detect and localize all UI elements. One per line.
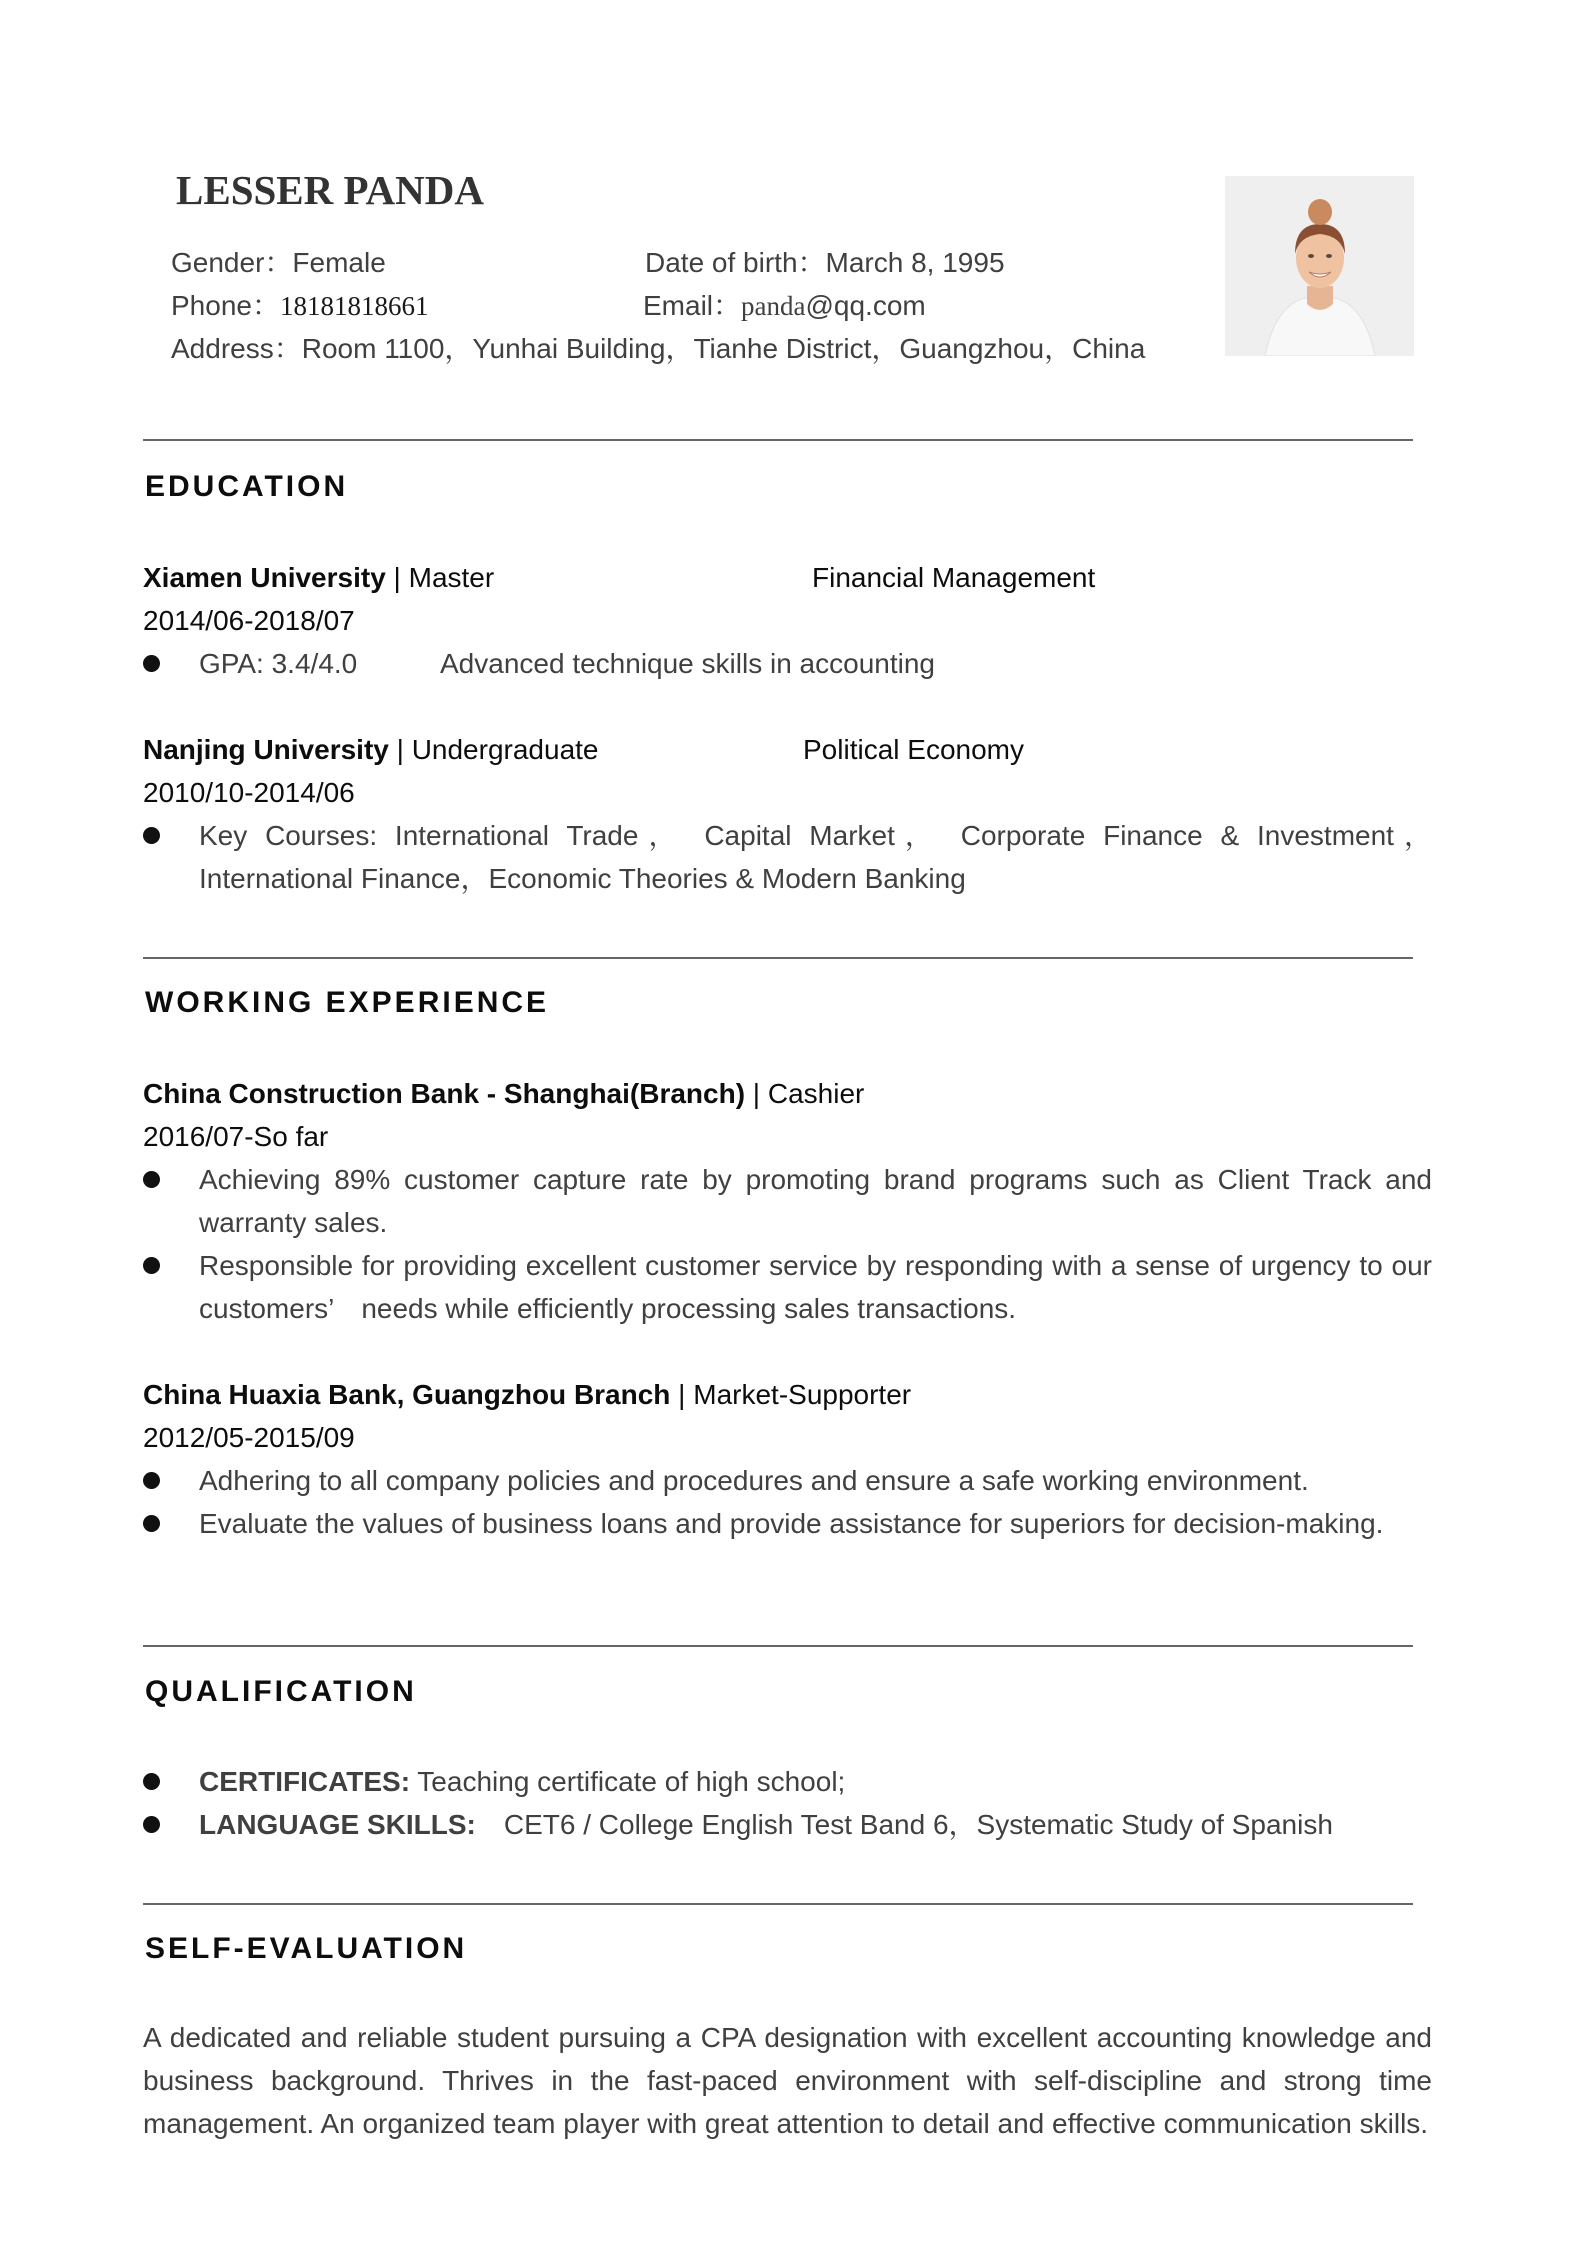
- qualification-text: CET6 / College English Test Band 6，Systematic Study of Spanish: [475, 1809, 1333, 1840]
- phone-value: 18181818661: [279, 291, 429, 321]
- education-bullet-courses-line1: Key Courses: International Trade， Capital Market， Corporate Finance & Investment，: [199, 820, 1432, 851]
- degree: Master: [408, 562, 495, 593]
- dob-label: Date of birth：: [645, 247, 826, 278]
- address-value: Room 1100，Yunhai Building，Tianhe District，Guangzhou，China: [301, 333, 1146, 364]
- dob-field: [645, 241, 1005, 284]
- title-separator: |: [385, 562, 409, 593]
- company-name: China Huaxia Bank, Guangzhou Branch: [143, 1379, 671, 1410]
- education-bullet-gpa: GPA: 3.4/4.0: [199, 648, 358, 679]
- bullet-icon: [143, 827, 160, 844]
- portrait-image: [1225, 176, 1414, 356]
- company-name: China Construction Bank - Shanghai(Branch): [143, 1078, 746, 1109]
- section-divider: [143, 439, 1413, 441]
- school-name: Xiamen University: [143, 562, 386, 593]
- job-role: Cashier: [767, 1078, 865, 1109]
- section-divider: [143, 957, 1413, 959]
- title-separator: |: [388, 734, 412, 765]
- education-bullet-courses-line2: International Finance，Economic Theories & Modern Banking: [199, 863, 966, 894]
- bullet-icon: [143, 1472, 160, 1489]
- email-field: [643, 284, 926, 328]
- title-separator: |: [745, 1078, 768, 1109]
- qualification-item-certificates: [199, 1760, 1432, 1803]
- address-field: [171, 327, 1145, 370]
- bullet-icon: [143, 1171, 160, 1188]
- email-user: panda: [741, 291, 806, 321]
- section-heading-qualification: QUALIFICATION: [145, 1675, 417, 1708]
- education-dates: 2014/06-2018/07: [143, 605, 355, 636]
- education-dates: 2010/10-2014/06: [143, 777, 355, 808]
- job-bullet: Achieving 89% customer capture rate by promoting brand programs such as Client Track and warranty sales.: [199, 1164, 1432, 1238]
- education-entry-title: [143, 556, 494, 599]
- job-dates: 2016/07-So far: [143, 1121, 329, 1152]
- bullet-icon: [143, 1816, 160, 1833]
- section-heading-self-evaluation: SELF-EVALUATION: [145, 1932, 468, 1965]
- major: Financial Management: [812, 562, 1096, 593]
- email-domain: @qq.com: [805, 290, 926, 321]
- job-bullet: Evaluate the values of business loans and provide assistance for superiors for decision-making.: [199, 1508, 1384, 1539]
- qualification-text: Teaching certificate of high school;: [410, 1766, 846, 1797]
- job-role: Market-Supporter: [693, 1379, 912, 1410]
- qualification-label: LANGUAGE SKILLS:: [199, 1809, 476, 1840]
- gender-label: Gender：: [171, 247, 293, 278]
- bullet-icon: [143, 1773, 160, 1790]
- school-name: Nanjing University: [143, 734, 389, 765]
- gender-value: Female: [292, 247, 386, 278]
- job-title: [143, 1373, 911, 1416]
- education-bullet-skills: Advanced technique skills in accounting: [440, 648, 935, 679]
- job-title: [143, 1072, 864, 1115]
- bullet-icon: [143, 1515, 160, 1532]
- gender-field: [171, 241, 386, 284]
- self-evaluation-text: A dedicated and reliable student pursuing a CPA designation with excellent accounting knowledge and business background. Thrives in the fast-paced environment with self-discipline and strong time management. An organized team player with great attention to detail and effective communication skills.: [143, 2022, 1432, 2139]
- degree: Undergraduate: [411, 734, 599, 765]
- section-divider: [143, 1903, 1413, 1905]
- section-heading-experience: WORKING EXPERIENCE: [145, 986, 550, 1019]
- bullet-icon: [143, 1257, 160, 1274]
- section-divider: [143, 1645, 1413, 1647]
- dob-value: March 8, 1995: [825, 247, 1005, 278]
- section-heading-education: EDUCATION: [145, 470, 349, 503]
- title-separator: |: [670, 1379, 694, 1410]
- qualification-item-language: [199, 1803, 1432, 1846]
- job-bullet: Adhering to all company policies and procedures and ensure a safe working environment.: [199, 1465, 1309, 1496]
- phone-field: [171, 284, 428, 328]
- major: Political Economy: [803, 734, 1024, 765]
- bullet-icon: [143, 655, 160, 672]
- profile-photo: [1225, 176, 1414, 356]
- job-dates: 2012/05-2015/09: [143, 1422, 355, 1453]
- qualification-label: CERTIFICATES:: [199, 1766, 411, 1797]
- education-entry-title: [143, 728, 599, 771]
- phone-label: Phone：: [171, 290, 280, 321]
- job-bullet: Responsible for providing excellent customer service by responding with a sense of urgency to our customers’ needs while efficiently processing sales transactions.: [199, 1250, 1432, 1324]
- email-label: Email：: [643, 290, 742, 321]
- candidate-name: LESSER PANDA: [176, 167, 484, 213]
- address-label: Address：: [171, 333, 302, 364]
